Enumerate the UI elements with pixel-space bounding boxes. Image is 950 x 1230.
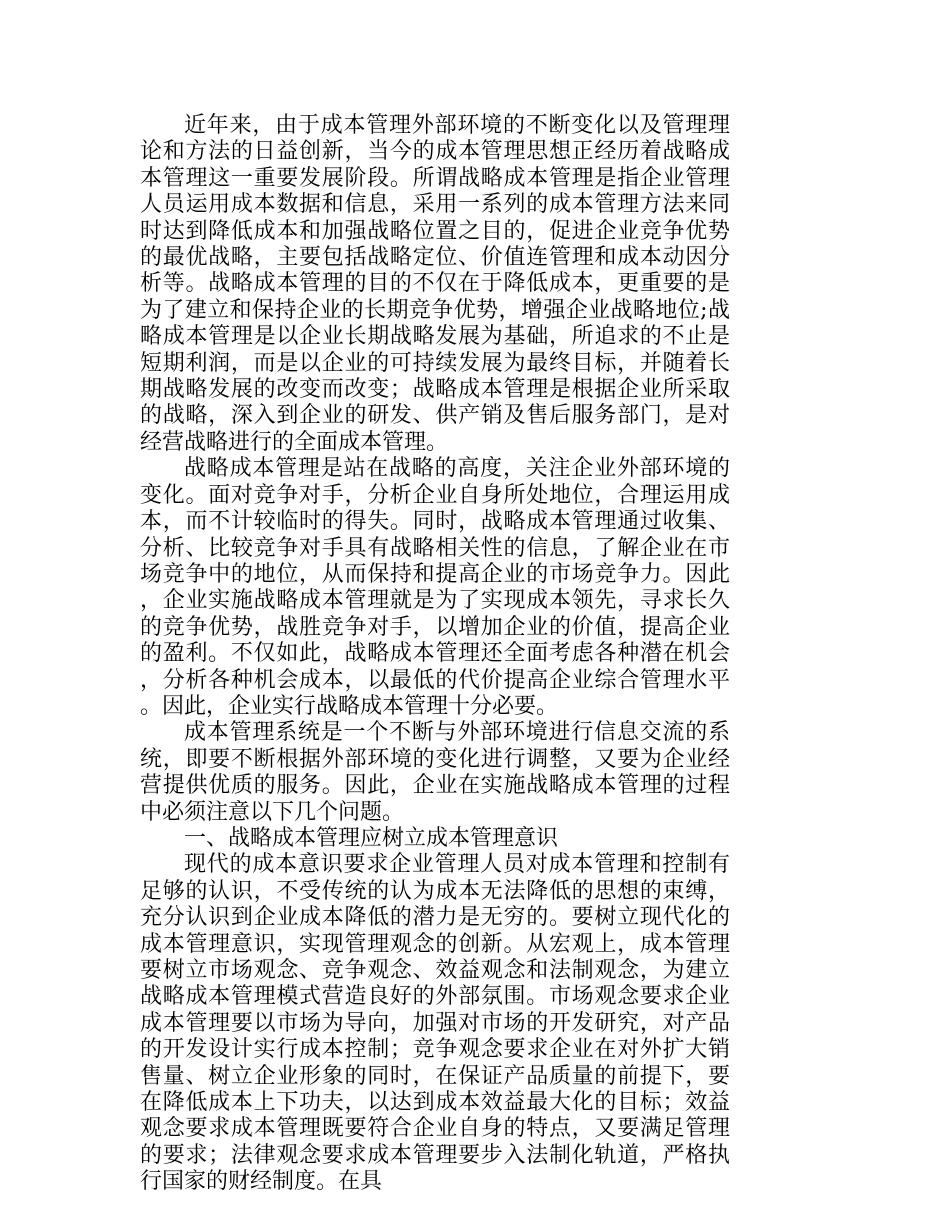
document-body — [140, 113, 730, 1196]
paragraph-cost-awareness: 现代的成本意识要求企业管理人员对成本管理和控制有足够的认识，不受传统的认为成本无法降低的思想的束缚，充分认识到企业成本降低的潜力是无穷的。要树立现代化的成本管理意识，实现管理观念的创新。从宏观上，成本管理要树立市场观念、竞争观念、效益观念和法制观念，为建立战略成本管理模式营造良好的外部氛围。市场观念要求企业成本管理要以市场为导向，加强对市场的开发研究，对产品的开发设计实行成本控制；竞争观念要求企业在对外扩大销售量、树立企业形象的同时，在保证产品质量的前提下，要在降低成本上下功夫，以达到成本效益最大化的目标；效益观念要求成本管理既要符合企业自身的特点，又要满足管理的要求；法律观念要求成本管理要步入法制化轨道，严格执行国家的财经制度。在具 — [140, 852, 730, 1195]
paragraph-cost-system: 成本管理系统是一个不断与外部环境进行信息交流的系统，即要不断根据外部环境的变化进行调整，又要为企业经营提供优质的服务。因此，企业在实施战略成本管理的过程中必须注意以下几个问题。 — [140, 720, 730, 825]
paragraph-strategic-cost-definition: 近年来，由于成本管理外部环境的不断变化以及管理理论和方法的日益创新，当今的成本管理思想正经历着战略成本管理这一重要发展阶段。所谓战略成本管理是指企业管理人员运用成本数据和信息，采用一系列的成本管理方法来同时达到降低成本和加强战略位置之目的，促进企业竞争优势的最优战略，主要包括战略定位、价值连管理和成本动因分析等。战略成本管理的目的不仅在于降低成本，更重要的是为了建立和保持企业的长期竞争优势，增强企业战略地位;战略成本管理是以企业长期战略发展为基础，所追求的不止是短期利润，而是以企业的可持续发展为最终目标，并随着长期战略发展的改变而改变；战略成本管理是根据企业所采取的战略，深入到企业的研发、供产销及售后服务部门，是对经营战略进行的全面成本管理。 — [140, 113, 730, 455]
section-heading: 一、战略成本管理应树立成本管理意识 — [184, 825, 559, 851]
paragraph-strategic-cost-necessity: 战略成本管理是站在战略的高度，关注企业外部环境的变化。面对竞争对手，分析企业自身所处地位，合理运用成本，而不计较临时的得失。同时，战略成本管理通过收集、分析、比较竞争对手具有战略相关性的信息，了解企业在市场竞争中的地位，从而保持和提高企业的市场竞争力。因此，企业实施战略成本管理就是为了实现成本领先，寻求长久的竞争优势，战胜竞争对手，以增加企业的价值，提高企业的盈利。不仅如此，战略成本管理还全面考虑各种潜在机会，分析各种机会成本，以最低的代价提高企业综合管理水平。因此，企业实行战略成本管理十分必要。 — [140, 456, 730, 719]
